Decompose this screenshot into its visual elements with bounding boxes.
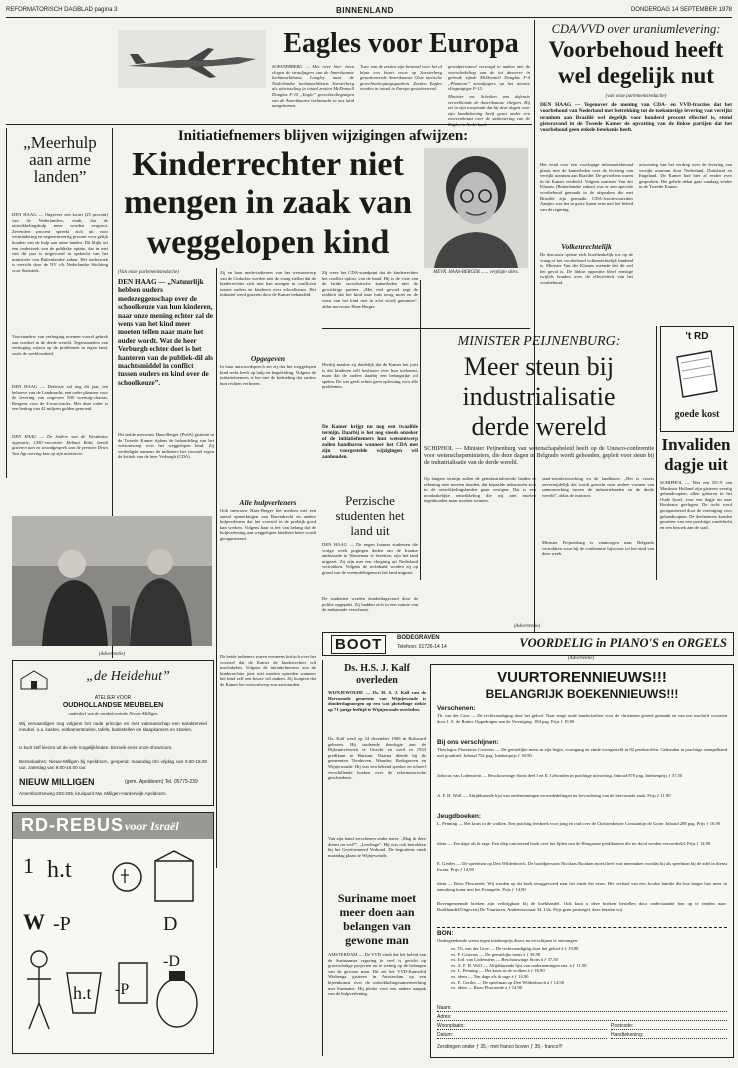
- rebus-glyph-8: -D: [163, 953, 180, 970]
- minister-lead: SCHIPHOL — Minister Peijnenburg van wetenschapsbeleid heeft op de Unesco-conferentie voor wetenschapsministers, die deze dagen in Belgrado wordt gehouden, gepleit voor steun bij de industrialisatie van de derde wereld.: [424, 446, 654, 466]
- vuurtoren-sec-1: Verschenen:: [437, 705, 476, 712]
- masthead-left: REFORMATORISCH DAGBLAD pagina 3: [6, 7, 118, 13]
- bon-field-postcode[interactable]: [611, 1023, 727, 1030]
- kalf-body-2: Van zijn hand verschenen onder meer: „Mag ik deze dienst nu wel?”, „Leerlinge”. Hij was ook betrokken bij het Gereformeerd Verbond. De begrafenis vindt maandag plaats te Wijnjewoude.: [328, 836, 426, 858]
- bon-title: BON:: [437, 930, 454, 937]
- kinder-subhead-2: Alle hulpverleners: [239, 498, 297, 507]
- advertentie-label-2: (Advertentie): [513, 624, 541, 629]
- cda-body-2: De discussie spitste zich hoofdzakelijk toe op de vraag of het voorbehoud volkenrechtelijk bindend is. Minister Van der Klaauw meende dat dit wel het geval is. De linkse oppositie bleef ernstige twijfels houden over de effectiviteit van het voorbehoud.: [540, 252, 633, 285]
- vuurtoren-item-6: idem — Ten dage als ik rage. Een diep ontroerend boek over het lijden van de Hongaarse predikanten die ter dood werden veroordeeld. Prijs ƒ 14,90: [437, 841, 711, 846]
- cda-body-3: uitvoering van het verdrag over de levering van verrijkt uranium door Nederland, Duitsland en Engeland. De Kamer had hier al eerder over gesproken. Het gehele debat gaat vandaag verder in de Tweede Kamer.: [639, 162, 732, 190]
- kinder-headline-1: Kinderrechter niet: [132, 146, 404, 183]
- meeting-men-icon: [12, 516, 212, 646]
- invaliden-headline-1: Invaliden: [661, 435, 731, 454]
- bon-field-label: Woonplaats:: [437, 1023, 465, 1029]
- heidehut-body: Wij vervaardigen nog volgens het oude principe en met vakmanschap een karakterveel meubel, o.a. kasten, eetkamerstoelen, tafels, bankstellen en slaapkamers en stoelen.: [19, 721, 207, 732]
- boot-phone: Telefoon: 01726-14 14: [397, 644, 447, 650]
- portrait-caption: MEVR. HAAS-BERGER ...... verpligte stiles.: [433, 270, 519, 275]
- heidehut-atelier: ATELIER VOOR: [94, 695, 132, 701]
- minister-kicker: MINISTER PEIJNENBURG:: [457, 334, 621, 349]
- kalf-headline-2: overleden: [356, 675, 398, 686]
- vuurtoren-sec-2: Bij ons verschijnen:: [437, 739, 499, 746]
- meeting-photo: [12, 516, 212, 646]
- bon-field-label: Adres:: [437, 1014, 452, 1020]
- eagles-text-3: grondpersoneel verzorgd te maken met de overschakeling van de tot dusverre in gebruik zijnde McDonnell Douglas F-4 „Phantom” straaljagers op het nieuwe vliegtuigtype F-15.: [448, 64, 530, 92]
- boot-town: BODEGRAVEN: [397, 635, 440, 641]
- eagles-text-2: Twee van de zestien zijn bestemd voor het al bijna een kwart eeuw op Soesterberg gestationeerde Amerikaanse 32ste tactische gevechtsvliegtuigsquadron. Zestien Eagles worden in totaal in Europa gestationeerd.: [360, 64, 442, 92]
- house-icon: [19, 669, 49, 691]
- goede-kost-label: goede kost: [674, 409, 720, 420]
- bon-field-name[interactable]: [437, 1005, 727, 1012]
- heidehut-footer: Amersfoortseweg 203-205, kruispunt Nw. Milligen-Harderwijk-Apeldoorn.: [19, 791, 167, 796]
- bon-item[interactable]: ex. Th. van der Groe — De rechtvaardiging door het geloof à ƒ 19,90: [451, 946, 579, 951]
- heidehut-sub: onderdeel van de meubelcentrale Nieuw-Milligen: [68, 711, 158, 716]
- rebus-title: RD-REBUS: [21, 815, 125, 835]
- vuurtoren-item-9: Bovengenoemde boeken zijn verkrijgbaar bij de boekhandel. Ook kunt u deze boeken bestellen door onderstaande bon op te zenden naar: Boekhandel/Uitgeverij De Vuurtoren, Amhemsestraat 34, Urk. Prijs geen postzegel, deze betalen wij.: [437, 901, 727, 912]
- kalf-body: Ds. Kalf werd op 24 december 1906 in Bolsward geboren. Hij studeerde theologie aan de Rijksuniversiteit te Utrecht en werd in 1933 predikant te Huizum. Daarna diende hij de gemeenten Tienhoven, Waarder, Bodegraven en Wijnjewoude. Hij was een bekend spreker en schreef verschillende boeken over de reformatorische geschiedenis.: [328, 736, 426, 781]
- meerhulp-headline: „Meerhulp aan arme landen”: [23, 133, 97, 186]
- studenten-body: DEN HAAG — De negen Iraanse studenten die vorige week pogingen deden om de Iraanse ambassade in Wassenaar te bezetten, zijn het land uitgezet. Zij zijn met een vliegtuig uit Nederland vertrokken. Volgens de rechtbank werden zij op grond van de vreemdelingenwet het land uitgezet.: [322, 542, 418, 575]
- bon-item[interactable]: ex. idem — Rozo Fluwaerde à ƒ 14,90: [451, 985, 523, 991]
- advertentie-label-3: (Advertentie): [567, 656, 595, 661]
- eagles-photo: [118, 30, 266, 88]
- vuurtoren-item-5: L. Penning — Het kruis in de wolken. Een prachtig leesboek voor jong en oud over de Christenkeizer Constantijn de Grote. Inhoud 288 pag. Prijs ƒ 16,90: [437, 821, 721, 826]
- rebus-glyph-7: -P: [115, 981, 130, 998]
- rebus-glyph-6: h.t: [73, 983, 92, 1003]
- bon-intro: Ondergetekende wenst tegen intekenprijs direct na verschijnen te ontvangen:: [437, 938, 579, 943]
- kinder-text-e: Hierbij maakte zij duidelijk dat de Kamer het juist is dat kinderen zelf beslissen over hun toekomst, maar dat de ouders daarbij een belangrijke rol spelen. De wet geeft echter geen oplossing voor alle problemen.: [322, 362, 418, 390]
- heidehut-body-2: U kunt zelf kiezen uit de vele mogelijkheden. Bezoek eens onze showroom.: [19, 745, 173, 750]
- vuurtoren-item-8: idem — Rozo Fluwaerde. Wij worden op dit boek teruggevoerd naar het einde der eeuw. Het verhaal van een Joodse familie die hoe langer hoe meer in aanraking komt met het Evangelie. Prijs ƒ 14,90: [437, 881, 727, 892]
- boot-ad: [322, 632, 734, 656]
- kinder-text-a: Dit stelde mevrouw Haas-Berger (PvdA) gisteren in de Tweede Kamer tijdens de behandeling van het wetsontwerp over het weggelopen kind. Zij verdedigde namens de indieners het voorstel tegen de kritiek van de heer Verburgh (CDA).: [118, 432, 214, 460]
- vuurtoren-ad: [430, 664, 734, 1058]
- rebus-subtitle: voor Israël: [125, 819, 179, 833]
- cda-subhead: Volkenrechtelijk: [561, 242, 612, 251]
- bon-field-label: Naam:: [437, 1005, 452, 1011]
- minister-headline-3: derde wereld: [471, 412, 607, 441]
- cda-kicker: CDA/VVD over uraniumlevering:: [551, 22, 721, 36]
- studenten-headline-3: land uit: [350, 523, 390, 538]
- heidehut-body-3: Bezoekadres: Nieuw-Milligen bij Apeldoorn, geopend: maandag t/m vrijdag van 9.00-18.00 uur, zaterdag van 9.00-16.00 uur.: [19, 759, 207, 770]
- bon-item[interactable]: ex. idem — Ten dage als ik rage à ƒ 14,90: [451, 973, 529, 979]
- kinder-bold: De Kamer krijgt nu nog een twaalfde termijn. Daarbij is het nog steeds onzeker of de initiatiefnemers hun wetsontwerp zullen handhaven wanneer het CDA met zijn voorgestelde wijzigingen wil aanhouden.: [322, 424, 418, 460]
- goede-kost-logo: 't RD: [685, 331, 709, 342]
- bon-field-date[interactable]: [437, 1032, 607, 1039]
- news-brief-1: DEN HAAG — Defensie zal nog dit jaar, ten behoeve van de Landmacht, een order plaatsen voor de levering van ongeveer 500 voertuig-chassis. Reagens voor de 4-tons-trucks. Met deze order is een bedrag van 42 miljoen gulden gemoeid.: [12, 384, 108, 412]
- bon-field-label: Datum:: [437, 1032, 454, 1038]
- kinder-headline-3: weggelopen kind: [146, 224, 390, 261]
- bon-field-signature[interactable]: [611, 1032, 727, 1039]
- bon-item[interactable]: ex. A. F. H. Wolf — Altijddurende lijst van ondernemingen enz. à ƒ 11,90: [451, 962, 587, 968]
- jet-aircraft-icon: [118, 30, 266, 88]
- bon-footer: Zendingen onder ƒ 35,- met franco boven ƒ 35,- franco!!!: [437, 1044, 563, 1050]
- book-icon: [671, 347, 723, 403]
- masthead: [6, 5, 732, 18]
- eagles-text-1: SOESTERBERG — Met twee hier- heen vlogen de straaljagers van de Amerikaanse luchtmachtbasis Langley naar de Nederlandse luchtmachtbasis Soesterberg als uitwisseling in totaal zestien McDonnell Douglas F-15 „Eagle” gevechtsvliegtuigen van de Amerikaanse luchtmacht in ons land aangekomen.: [272, 64, 354, 109]
- portrait-woman-icon: [424, 148, 528, 268]
- kinder-lead: DEN HAAG — „Natuurlijk hebben ouders medezeggenschap over de schoolkeuze van hun kinderen, naar onze mening echter zal de wens van het kind meer moeten tellen naar mate het ouder wordt. Wat de heer Verburgh echter doet is het hanteren van de publiek-dil als machtsmiddel in conflict tussen ouders en kind over de schoolkeuze”.: [118, 278, 213, 387]
- kalf-lead: WIJNJEWOUDE — Ds. H. S. J. Kalf van de Hervormde gemeente van Wijnjewoude is donderdagmorgen op een wat plotselinge ziekte op 71-jarige leeftijd te Wijnjewoude overleden.: [328, 690, 426, 712]
- meerhulp-body-2: Voorstanders van verhoging noemen vooral gebrek aan voedsel in de derde wereld. Tegenstanders van verhoging wijzen op de problemen in eigen land, zoals de werkloosheid.: [12, 334, 108, 356]
- vuurtoren-item-7: E. Gerdes — De speelman op Den Wildenborch. De hoofdpersoon Nicolaas Roodam moest heel wat meemaken voordat hij als speelman bij de adel in dienst kwam. Prijs ƒ 14,90: [437, 861, 727, 872]
- kinder-headline-2: mengen in zaak van: [123, 184, 413, 221]
- suriname-headline-4: gewone man: [345, 933, 409, 947]
- rebus-glyph-3: W: [23, 909, 45, 934]
- kinder-text-g: De beide indieners waren eveneens kritisch over het voorstel dat de Kamer de kinderrechter wil inschakelen. Volgens de initiatiefnemers zou de kinderrechter juist niet moeten optreden wanneer het kind zelf een keuze wil maken. Zij hoopten dat de Kamer het wetsontwerp zou aanvaarden.: [220, 654, 316, 687]
- heidehut-brand-sub: (gem. Apeldoorn) Tel. 05775-239: [125, 779, 198, 785]
- suriname-headline-2: meer doen aan: [339, 905, 415, 919]
- cda-byline: (van onze parlementsredactie): [605, 94, 667, 99]
- invaliden-body: SCHIPHOL — Met een DC-9 van Martinair Holland zijn gisteren veertig gehandicapten, allen geboren in het Oude Ijssel, voor een dagje uit naar Bordeaux gevlogen. De tocht werd georganiseerd door de vereniging voor gehandicapten. De deelnemers konden genieten van een prachtige rondvlucht en een bezoek aan de stad.: [660, 480, 732, 530]
- invaliden-headline-2: dagje uit: [664, 455, 728, 474]
- advertentie-label-1: (Advertentie): [98, 652, 126, 657]
- kinder-kicker: Initiatiefnemers blijven wijzigingen afwijzen:: [177, 128, 469, 144]
- boot-brand: BOOT: [331, 635, 386, 654]
- masthead-section: BINNENLAND: [336, 6, 394, 15]
- vuurtoren-item-4: A. F. H. Wolf — Altijddurende lijst van ondernemingen en mededelingen ter bevordering van de hervormde zaak. Prijs ƒ 11,90: [437, 793, 671, 798]
- minister-body-b: staal-metalverwerking en de landbouw. „Het is voorts onvermijdelijk dat wordt gezocht naar andere vormen van samenwerking tussen de industrielanden en de derde wereld”, aldus de minister.: [542, 476, 654, 498]
- vuurtoren-headline-2: BELANGRIJK BOEKENNIEUWS!!!: [485, 687, 679, 701]
- suriname-headline-1: Suriname moet: [337, 891, 417, 905]
- rebus-panel: [12, 812, 214, 1054]
- minister-body-a: Op langere termijn zullen de geïndustrialiseerde landen er rekening mee moeten houden, dat bepaalde industrieën zich in de ontwikkelingslanden gaan vestigen. Dat is een noodzakelijke ontwikkeling die wij niet moeten tegenhouden maar moeten steunen.: [424, 476, 536, 504]
- bon-field-label: Postcode:: [611, 1023, 634, 1029]
- vuurtoren-item-2: Theologia: Florentius Costerus — De geestelijke mens in zijn begin, voortgang en einde voorgesteld in 82 preekstoffen. Gebonden in prachtige stempelband met goudtitel. Inhoud 752 pag. Intekenprijs ƒ 39,90.: [437, 747, 727, 758]
- heidehut-brand: NIEUW MILLIGEN: [19, 777, 95, 787]
- goede-kost-ad: [660, 326, 734, 432]
- kinder-byline: (Van onze parlementsredactie): [118, 270, 179, 275]
- rebus-glyph-1: 1: [23, 853, 34, 878]
- heidehut-ad: [12, 660, 214, 806]
- rebus-drawings-top-icon: [105, 847, 205, 917]
- portrait-photo: [424, 148, 528, 268]
- bon-field-label: Handtekening:: [611, 1032, 644, 1038]
- eagles-text-4: Minister mr. Scholten van defensie verwelkomde de Amerikaanse vliegers. Hij zei in zijn toespraak dat hij deze dagen voor zijn handtekening heeft gezet onder een overeenkomst over de stationering van de: [448, 94, 530, 122]
- kinder-text-d: Zij wees het CDA-standpunt dat de kinderrechter het conflict oplost, van de hand. Hij is de visie van de beide socialistische kamerleden niet de gewichtige partner. „Met veel gevoel zegt de realiteit dat het kind naar huis terug moet en de wens van het kind niet in acht wordt genomen”, aldus mevrouw Haas-Berger.: [322, 270, 418, 309]
- bon-item[interactable]: ex. E. Gerdes — De speelman op Den Wildenborch à ƒ 14,90: [451, 979, 565, 985]
- masthead-date: DONDERDAG 14 SEPTEMBER 1978: [630, 7, 732, 13]
- bon-item[interactable]: ex. L. Penning — Het kruis in de wolken à ƒ 16,90: [451, 968, 545, 974]
- suriname-body: AMSTERDAM — De VVD vindt dat het beleid van de Surinaamse regering te veel is gericht op grootschalige projecten en te weinig op de belangen van de gewone man. Dit zei het VVD-Kamerlid Wiebenga gisteren in Amsterdam op een bijeenkomst over de ontwikkelingssamenwerking met Suriname. Hij pleitte voor een andere aanpak van de hulpverlening.: [328, 952, 426, 997]
- kalf-headline-1: Ds. H.S. J. Kalf: [344, 663, 410, 674]
- kinder-text-b: Zij en haar mede-indieners van het wetsontwerp van de Gedachte werden niet de vraag stellen dat de kinderrechter zich niet kan mengen in conflicten tussen ouders en kinderen over schoolkeuze. Het initiatief werd gisteren door de Kamer behandeld.: [220, 270, 316, 298]
- vuurtoren-item-3: Jodocus van Lodenstein — Beschouwinge Sions deel I en II. Gebonden in prachtige uitvoering. Inhoud 870 pag. Intekenprijs ƒ 37,50: [437, 773, 683, 778]
- studenten-headline-2: studenten het: [335, 508, 405, 523]
- cda-headline-1: Voorbehoud heeft: [548, 37, 724, 62]
- rebus-glyph-4: -P: [53, 913, 71, 935]
- kinder-text-f: Ook mevrouw Haas-Berger liet merken met een aantal opmerkingen van Barendrecht en andere hulpverleners dat het voorstel in de praktijk goed kan werken. Volgens haar is het van belang dat de hulpverlening aan weggelopen kinderen beter wordt georganiseerd.: [220, 508, 316, 541]
- bon-item[interactable]: ex. F. Costerus — De geestelijke mens à ƒ 39,90: [451, 951, 541, 957]
- vuurtoren-sec-3: Jeugdboeken:: [437, 813, 482, 820]
- rebus-glyph-2: h.t: [47, 857, 72, 883]
- cda-headline-2: wel degelijk nut: [558, 63, 714, 88]
- heidehut-type: OUDHOLLANDSE MEUBELEN: [62, 702, 164, 709]
- bon-field-address[interactable]: [437, 1014, 727, 1021]
- studenten-headline-1: Perzische: [345, 493, 395, 508]
- news-brief-2: DEN HAAG — De leiders van de Westduitse oppositie, CDU-voorzitter Helmut Kohl, breidt gisteren aan en avondgesprek aan de premier Dries Van Agt ooreing kon op zijn ministerie.: [12, 434, 108, 456]
- cda-body-1: Het vond voor een voorlopige informatieberaad plaats met de kamerleden over de levering van verrijkt uranium aan Brazilië. De gevoelens waren in de Kamer verdeeld. Volgens minister Van der Klaauw (Buitenlandse zaken) was er een speciale voorbehoud gemaakt in de afspraken die met Brazilië zijn gemaakt. CDA-fractievoorzitter Aantjes was het in grote lijnen eens met het beleid van de regering.: [540, 162, 633, 212]
- cda-lead: DEN HAAG — Tegenover de mening van CDA- en VVD-fracties dat het voorbehoud van Nederland met betrekking tot de toekomstige levering van verrijkt uranium aan Brazilië wel degelijk voor honderd procent effectief is, stond gisteravond in de Tweede Kamer de opvatting van de linkse partijen dat het voorbehoud geen enkele betekenis heeft.: [540, 102, 732, 134]
- studenten-body-2: De studenten werden donderdagavond door de politie opgepakt. Zij hadden zich in een ruimte van de ambassade verschanst.: [322, 596, 418, 613]
- vuurtoren-headline-1: VUURTORENNIEUWS!!!: [497, 669, 667, 686]
- bon-item[interactable]: ex. Jod. van Lodenstein — Beschouwinge Sions à ƒ 37,50: [451, 957, 558, 963]
- minister-headline-1: Meer steun bij: [463, 352, 615, 381]
- eagles-headline: Eagles voor Europa: [283, 28, 519, 59]
- minister-body-c: Minister Peijnenburg is vanmorgen naar Belgrado vertrokken waar hij de conferentie bijwoont tot het eind van deze week.: [542, 540, 654, 557]
- suriname-headline-3: belangen van: [343, 919, 411, 933]
- minister-headline-2: industrialisatie: [462, 382, 616, 411]
- bon-list: [451, 946, 727, 1000]
- vuurtoren-item-1: Th. van der Groe — De rechtvaardiging door het geloof. Naar enige oude handschriften voor de christenen gereed gemaakt en van een inschrift voorzien door J. A. de Ruiter. Opgedragen aan de Vereniging. 184 pag. Prijs ƒ 19,90: [437, 713, 727, 724]
- kinder-text-c: In haar antwoordspeech zei zij dat het weggelopen kind recht heeft op hulp en begeleiding. Volgens de initiatiefnemers is het niet de bedoeling dat ouders hun rechten verliezen.: [220, 364, 316, 386]
- rebus-banner: [13, 813, 213, 839]
- meerhulp-body: DEN HAAG — Ongeveer een kwart (25 procent) van de Nederlanders, vindt, dat de ontwikkelingshulp meer worden vergroot. Zeventien procent spreekt zich uit voor vermindering en negenenveertig procent voor gelijk houden van de hulp aan arme landen. Dit blijkt uit een onderzoek van de publieke opinie, dat in mei van dit jaar is uitgevoerd in opdracht van het ministerie van Buitenlandse zaken. Het onderzoek is verricht door de NV v/h Nederlandse Stichting voor Statistiek.: [12, 212, 108, 273]
- boot-slogan: VOORDELIG in PIANO'S en ORGELS: [519, 636, 727, 650]
- kinder-subhead-1: Opgegeven: [250, 354, 286, 363]
- rebus-glyph-5: D: [163, 913, 178, 935]
- heidehut-name: „de Heidehut”: [86, 669, 170, 684]
- bon-field-city[interactable]: [437, 1023, 607, 1030]
